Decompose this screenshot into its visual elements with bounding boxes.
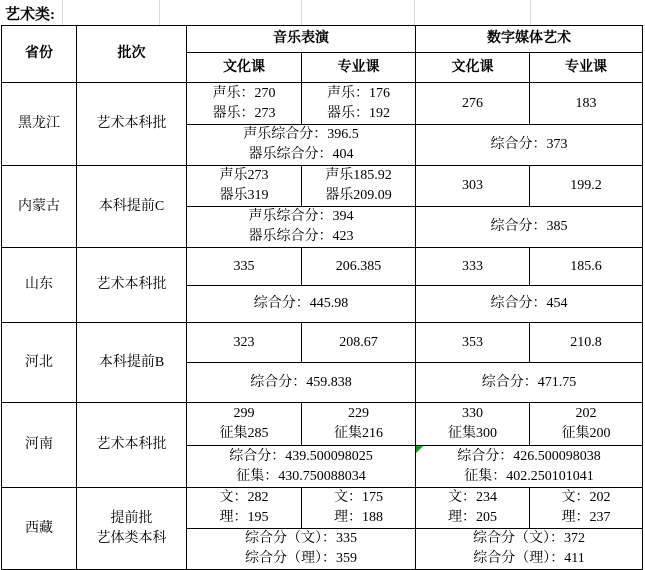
digital-culture-score-cell xyxy=(416,166,530,207)
score-line: 210.8 xyxy=(570,334,602,350)
score-line: 文：234 xyxy=(448,490,497,505)
score-line: 征集200 xyxy=(561,426,611,441)
score-line: 本科提前B xyxy=(98,354,165,370)
score-line: 器乐319 xyxy=(219,188,269,203)
batch-cell xyxy=(77,83,187,166)
score-line: 206.385 xyxy=(335,258,382,274)
score-line: 333 xyxy=(462,258,483,274)
gridline xyxy=(159,0,160,25)
digital-composite-cell xyxy=(416,529,643,570)
score-line: 器乐：192 xyxy=(327,105,390,121)
score-line: 器乐综合分：423 xyxy=(248,229,354,244)
digital-culture-score-cell xyxy=(416,83,530,125)
score-line: 理：195 xyxy=(219,510,269,525)
score-line: 文：202 xyxy=(561,490,611,505)
music-composite-cell xyxy=(187,207,416,248)
music-major-score-cell xyxy=(302,403,416,446)
score-line: 208.67 xyxy=(339,334,378,350)
col-header-digital-major-course: 专业课 xyxy=(530,53,643,83)
music-culture-score-cell xyxy=(187,488,302,529)
score-line: 330 xyxy=(462,406,483,421)
score-line: 综合分：445.98 xyxy=(253,296,349,311)
score-line: 综合分：426.500098038 xyxy=(457,448,601,464)
gridline xyxy=(301,0,302,25)
province-cell: 内蒙古 xyxy=(2,166,77,248)
score-line: 综合分：373 xyxy=(490,137,568,152)
score-line: 303 xyxy=(462,178,483,193)
province-cell: 西藏 xyxy=(2,488,77,570)
music-major-score-cell xyxy=(302,83,416,125)
digital-major-score-cell xyxy=(530,166,643,207)
gridline xyxy=(414,0,415,25)
score-line: 323 xyxy=(233,334,255,350)
score-line: 综合分：385 xyxy=(490,219,568,234)
group-header-music-performance: 音乐表演 xyxy=(187,26,416,53)
score-line: 综合分（理）：359 xyxy=(245,551,357,566)
cell-corner-flag-icon xyxy=(416,446,423,453)
score-line: 202 xyxy=(575,406,597,421)
digital-major-score-cell xyxy=(530,403,643,446)
batch-cell xyxy=(77,248,187,323)
batch-cell xyxy=(77,488,187,570)
col-header-music-major-course: 专业课 xyxy=(302,53,416,83)
score-line: 征集：430.750088034 xyxy=(236,468,366,484)
batch-cell xyxy=(77,403,187,488)
col-header-digital-culture-course: 文化课 xyxy=(416,53,530,83)
province-row-scores xyxy=(2,488,643,529)
music-major-score-cell xyxy=(302,248,416,286)
province-cell: 黑龙江 xyxy=(2,83,77,166)
music-culture-score-cell xyxy=(187,248,302,286)
score-line: 声乐185.92 xyxy=(325,168,392,183)
gridline xyxy=(62,0,63,25)
col-header-province: 省份 xyxy=(2,26,77,83)
music-culture-score-cell xyxy=(187,403,302,446)
music-composite-cell xyxy=(187,446,416,488)
score-line: 综合分（文）：335 xyxy=(245,531,357,546)
group-header-digital-media-art: 数字媒体艺术 xyxy=(416,26,643,53)
music-major-score-cell xyxy=(302,323,416,363)
category-title: 艺术类: xyxy=(5,7,55,23)
province-cell: 山东 xyxy=(2,248,77,323)
gridline xyxy=(530,0,531,25)
score-line: 声乐273 xyxy=(219,168,269,183)
score-line: 征集285 xyxy=(219,426,269,441)
col-header-music-culture-course: 文化课 xyxy=(187,53,302,83)
score-line: 183 xyxy=(575,95,597,111)
music-composite-cell xyxy=(187,125,416,166)
batch-cell xyxy=(77,166,187,248)
score-line: 199.2 xyxy=(570,178,602,193)
music-composite-cell xyxy=(187,529,416,570)
score-line: 征集300 xyxy=(448,426,497,441)
digital-culture-score-cell xyxy=(416,403,530,446)
digital-culture-score-cell xyxy=(416,488,530,529)
score-line: 文：175 xyxy=(334,490,383,505)
sheet-title-row xyxy=(0,0,645,26)
score-line: 229 xyxy=(348,406,369,421)
music-culture-score-cell xyxy=(187,166,302,207)
digital-culture-score-cell xyxy=(416,323,530,363)
digital-composite-cell xyxy=(416,446,643,488)
score-line: 综合分：471.75 xyxy=(481,374,577,390)
music-composite-cell xyxy=(187,286,416,323)
score-line: 文：282 xyxy=(219,490,269,505)
score-line: 声乐综合分：394 xyxy=(248,209,354,224)
score-line: 综合分：439.500098025 xyxy=(229,448,373,464)
score-line: 299 xyxy=(233,406,255,421)
score-line: 276 xyxy=(462,95,483,111)
score-line: 335 xyxy=(233,258,255,274)
score-line: 理：237 xyxy=(561,510,611,525)
score-line: 艺术本科批 xyxy=(96,437,167,452)
score-line: 艺术本科批 xyxy=(96,116,167,131)
score-line: 理：205 xyxy=(448,510,497,525)
province-row-scores xyxy=(2,83,643,125)
digital-major-score-cell xyxy=(530,488,643,529)
score-line: 艺体类本科 xyxy=(96,530,167,546)
digital-composite-cell xyxy=(416,363,643,403)
admission-scores-table xyxy=(1,25,643,570)
score-line: 本科提前C xyxy=(98,198,165,214)
digital-major-score-cell xyxy=(530,323,643,363)
score-line: 器乐综合分：404 xyxy=(248,147,354,162)
digital-major-score-cell xyxy=(530,248,643,286)
score-line: 353 xyxy=(462,334,483,350)
province-row-scores xyxy=(2,323,643,363)
score-line: 器乐：273 xyxy=(212,105,276,121)
province-cell: 河北 xyxy=(2,323,77,403)
score-line: 综合分：454 xyxy=(490,296,568,311)
score-line: 提前批 xyxy=(110,510,153,526)
province-cell: 河南 xyxy=(2,403,77,488)
music-major-score-cell xyxy=(302,488,416,529)
col-header-batch: 批次 xyxy=(77,26,187,83)
score-line: 声乐：270 xyxy=(212,85,276,101)
score-line: 声乐：176 xyxy=(327,85,390,101)
score-line: 185.6 xyxy=(570,258,602,274)
province-row-scores xyxy=(2,166,643,207)
score-line: 理：188 xyxy=(334,510,383,525)
score-line: 综合分（文）：372 xyxy=(473,531,585,546)
digital-composite-cell xyxy=(416,125,643,166)
batch-cell xyxy=(77,323,187,403)
digital-composite-cell xyxy=(416,286,643,323)
music-culture-score-cell xyxy=(187,323,302,363)
score-line: 征集216 xyxy=(334,426,383,441)
music-major-score-cell xyxy=(302,166,416,207)
score-line: 征集：402.250101041 xyxy=(464,468,594,484)
digital-composite-cell xyxy=(416,207,643,248)
province-row-scores xyxy=(2,403,643,446)
score-line: 综合分：459.838 xyxy=(250,374,352,390)
music-composite-cell xyxy=(187,363,416,403)
province-row-scores xyxy=(2,248,643,286)
score-line: 艺术本科批 xyxy=(96,277,167,292)
digital-culture-score-cell xyxy=(416,248,530,286)
score-line: 器乐209.09 xyxy=(325,188,392,203)
header-row-groups xyxy=(2,26,643,53)
score-line: 综合分（理）：411 xyxy=(473,551,585,566)
music-culture-score-cell xyxy=(187,83,302,125)
digital-major-score-cell xyxy=(530,83,643,125)
score-line: 声乐综合分：396.5 xyxy=(243,127,359,142)
